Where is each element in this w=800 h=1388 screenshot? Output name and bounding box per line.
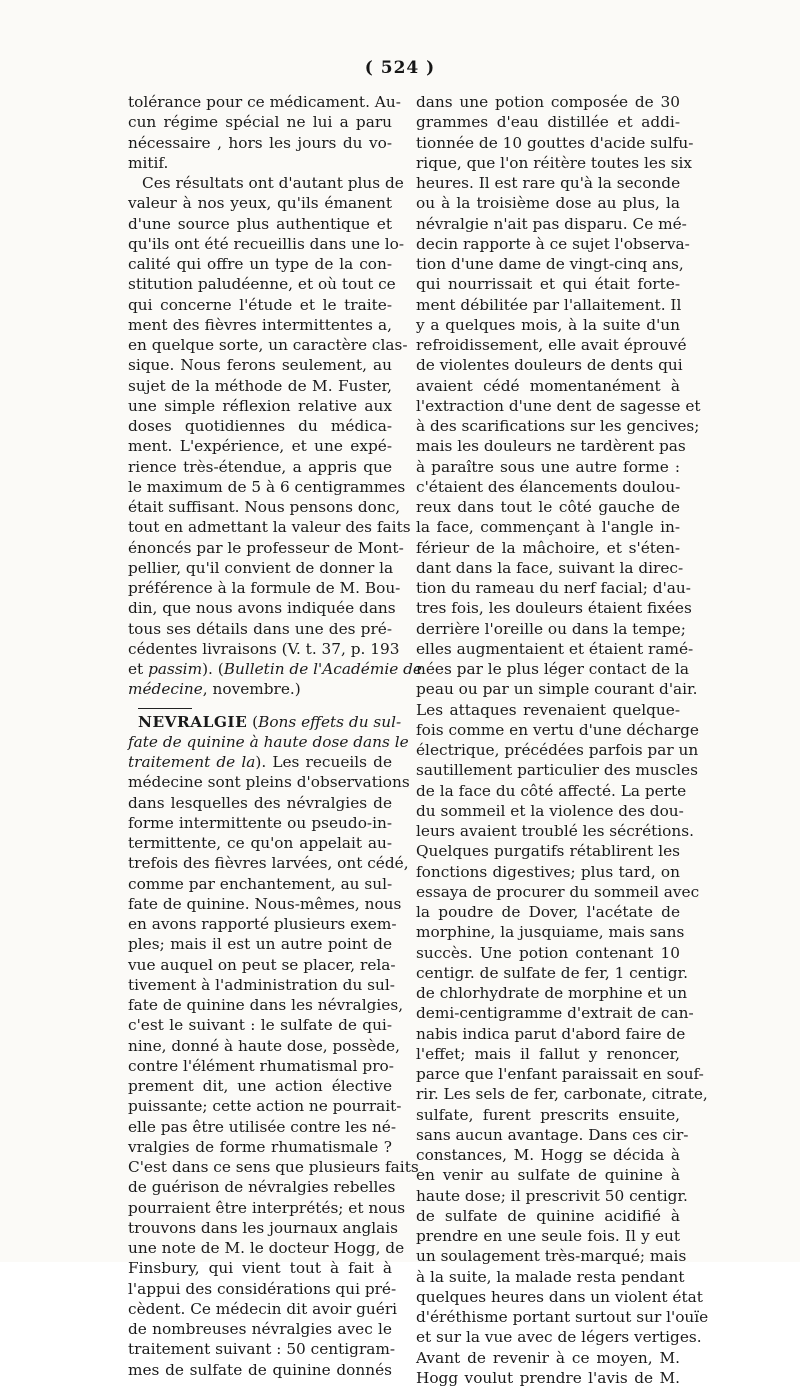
text-line: en avons rapporté plusieurs exem-: [128, 915, 397, 933]
text-line: prement dit, une action élective: [128, 1077, 392, 1095]
text-line: morphine, la jusquiame, mais sans: [416, 923, 685, 942]
text-line: parce que l'enfant paraissait en souf-: [416, 1065, 704, 1083]
text-line: à paraître sous une autre forme :: [416, 457, 680, 476]
text-line: l'extraction d'une dent de sagesse et: [416, 396, 701, 415]
text-line: cèdent. Ce médecin dit avoir guéri: [128, 1299, 398, 1318]
text-line: le maximum de 5 à 6 centigrammes: [128, 477, 406, 496]
text-line: l'effet; mais il fallut y renoncer,: [416, 1044, 680, 1063]
text-line: prendre en une seule fois. Il y eut: [416, 1227, 680, 1245]
text-line: sulfate, furent prescrits ensuite,: [416, 1105, 680, 1124]
text-line: tivement à l'administration du sul-: [128, 975, 395, 994]
text-line: puissante; cette action ne pourrait-: [128, 1097, 402, 1116]
text-line: énoncés par le professeur de Mont-: [128, 538, 404, 557]
paragraph-end-previous: [128, 92, 401, 173]
text-line: Quelques purgatifs rétablirent les: [416, 842, 680, 861]
text-line: une simple réflexion relative aux: [128, 396, 392, 415]
text-line: Hogg voulut prendre l'avis de M.: [416, 1368, 680, 1387]
text-line: de guérison de névralgies rebelles: [128, 1178, 396, 1197]
text-line: qu'ils ont été recueillis dans une lo-: [128, 234, 405, 253]
text-line: névralgie n'ait pas disparu. Ce mé-: [416, 214, 687, 233]
left-column: [128, 92, 422, 1380]
text-line: C'est dans ce sens que plusieurs faits: [128, 1158, 419, 1176]
text-line: un soulagement très-marqué; mais: [416, 1247, 687, 1266]
text-line: de la face du côté affecté. La perte: [416, 781, 687, 800]
text-line: une note de M. le docteur Hogg, de: [128, 1239, 405, 1257]
text-line: mitif.: [128, 153, 169, 172]
text-line: nine, donné à haute dose, possède,: [128, 1036, 400, 1055]
text-line: ment débilitée par l'allaitement. Il: [416, 295, 682, 314]
text-line: tous ses détails dans une des pré-: [128, 619, 392, 638]
text-line: tout en admettant la valeur des faits: [128, 518, 411, 537]
text-line: nécessaire , hors les jours du vo-: [128, 133, 392, 152]
text-line: fate de quinine dans les névralgies,: [128, 996, 404, 1014]
text-line: Avant de revenir à ce moyen, M.: [416, 1348, 680, 1367]
text-line: din, que nous avons indiquée dans: [128, 599, 396, 618]
section-heading-line-1: NEVRALGIE (Bons effets du sul-: [138, 712, 402, 731]
text-line: la poudre de Dover, l'acétate de: [416, 903, 680, 921]
text-line: tion du rameau du nerf facial; d'au-: [416, 579, 691, 597]
text-line: traitement suivant : 50 centigram-: [128, 1340, 396, 1359]
text-line: grammes d'eau distillée et addi-: [416, 113, 680, 132]
text-line: elle pas être utilisée contre les né-: [128, 1117, 397, 1136]
text-line: calité qui offre un type de la con-: [128, 255, 392, 273]
text-line: peau ou par un simple courant d'air.: [416, 680, 698, 699]
text-line: stitution paludéenne, et où tout ce: [128, 275, 396, 294]
text-line: tolérance pour ce médicament. Au-: [128, 93, 401, 111]
text-line: c'est le suivant : le sulfate de qui-: [128, 1016, 392, 1035]
text-line: Finsbury, qui vient tout à fait à: [128, 1259, 392, 1278]
text-line: succès. Une potion contenant 10: [416, 943, 680, 962]
text-line: dans une potion composée de 30: [416, 93, 680, 111]
text-line: demi-centigramme d'extrait de can-: [416, 1004, 694, 1023]
text-line: qui concerne l'étude et le traite-: [128, 295, 392, 314]
text-line: cun régime spécial ne lui a paru: [128, 113, 392, 132]
text-line: sique. Nous ferons seulement, au: [128, 356, 392, 375]
text-line: dans lesquelles des névralgies de: [128, 793, 392, 812]
text-line: fois comme en vertu d'une décharge: [416, 720, 699, 739]
text-line: ples; mais il est un autre point de: [128, 935, 392, 954]
text-line: Ces résultats ont d'autant plus de: [142, 174, 404, 192]
text-line: y a quelques mois, à la suite d'un: [416, 315, 680, 334]
text-line: nées par le plus léger contact de la: [416, 660, 689, 678]
paragraph-nevralgie: [128, 772, 419, 1380]
text-line: d'une source plus authentique et: [128, 214, 392, 233]
text-line: tionnée de 10 gouttes d'acide sulfu-: [416, 133, 694, 152]
section-heading: NEVRALGIE: [138, 712, 248, 731]
section-heading-line-2: fate de quinine à haute dose dans le: [128, 732, 409, 751]
page-number: ( 524 ): [364, 58, 436, 78]
text-line: rir. Les sels de fer, carbonate, citrate,: [416, 1085, 708, 1104]
text-line: électrique, précédées parfois par un: [416, 741, 699, 759]
text-line: fate de quinine. Nous-mêmes, nous: [128, 894, 402, 913]
text-line: férieur de la mâchoire, et s'éten-: [416, 538, 680, 557]
text-line: refroidissement, elle avait éprouvé: [416, 336, 687, 354]
text-line: c'étaient des élancements doulou-: [416, 477, 681, 496]
text-line: forme intermittente ou pseudo-in-: [128, 813, 392, 832]
text-line: en venir au sulfate de quinine à: [416, 1166, 680, 1185]
text-line: ou à la troisième dose au plus, la: [416, 194, 680, 213]
text-line: leurs avaient troublé les sécrétions.: [416, 822, 694, 840]
paragraph-results-final-line: médecine, novembre.): [128, 680, 301, 699]
text-line: sautillement particulier des muscles: [416, 761, 698, 780]
text-line: termittente, ce qu'on appelait au-: [128, 834, 392, 852]
text-line: nabis indica parut d'abord faire de: [416, 1024, 686, 1043]
text-line: de nombreuses névralgies avec le: [128, 1320, 392, 1338]
text-line: et sur la vue avec de légers vertiges.: [416, 1328, 702, 1347]
text-line: en quelque sorte, un caractère clas-: [128, 336, 408, 354]
text-line: médecine sont pleins d'observations: [128, 773, 410, 792]
text-line: reux dans tout le côté gauche de: [416, 498, 680, 516]
text-line: contre l'élément rhumatismal pro-: [128, 1056, 394, 1075]
text-line: à la suite, la malade resta pendant: [416, 1267, 685, 1286]
text-line: doses quotidiennes du médica-: [128, 417, 392, 435]
text-line: dant dans la face, suivant la direc-: [416, 558, 684, 577]
text-line: rique, que l'on réitère toutes les six: [416, 153, 693, 172]
section-divider: [138, 708, 192, 709]
text-line: de chlorhydrate de morphine et un: [416, 984, 688, 1002]
text-line: vralgies de forme rhumatismale ?: [128, 1137, 392, 1156]
text-line: pellier, qu'il convient de donner la: [128, 558, 394, 577]
text-line: la face, commençant à l'angle in-: [416, 518, 680, 537]
section-heading-line-3: traitement de la). Les recueils de: [128, 753, 393, 771]
text-line: Les attaques revenaient quelque-: [416, 700, 680, 719]
text-line: sujet de la méthode de M. Fuster,: [128, 376, 392, 395]
text-line: avaient cédé momentanément à: [416, 376, 680, 395]
text-line: de violentes douleurs de dents qui: [416, 356, 683, 375]
text-line: cédentes livraisons (V. t. 37, p. 193: [128, 639, 400, 658]
text-line: centigr. de sulfate de fer, 1 centigr.: [416, 963, 688, 982]
text-line: était suffisant. Nous pensons donc,: [128, 498, 401, 516]
text-line: elles augmentaient et étaient ramé-: [416, 639, 694, 658]
text-line: ment. L'expérience, et une expé-: [128, 437, 392, 456]
text-line: sans aucun avantage. Dans ces cir-: [416, 1125, 689, 1144]
text-line: de sulfate de quinine acidifié à: [416, 1206, 680, 1225]
text-line: essaya de procurer du sommeil avec: [416, 882, 700, 901]
text-line: l'appui des considérations qui pré-: [128, 1279, 397, 1298]
text-line: ment des fièvres intermittentes a,: [128, 315, 392, 334]
text-line: vue auquel on peut se placer, rela-: [128, 955, 396, 974]
text-line: valeur à nos yeux, qu'ils émanent: [128, 194, 392, 213]
text-line: derrière l'oreille ou dans la tempe;: [416, 619, 686, 638]
text-line: haute dose; il prescrivit 50 centigr.: [416, 1186, 688, 1205]
text-line: decin rapporte à ce sujet l'observa-: [416, 234, 690, 253]
right-column: [416, 92, 709, 1388]
text-line: du sommeil et la violence des dou-: [416, 801, 684, 820]
text-line: quelques heures dans un violent état: [416, 1287, 703, 1306]
text-line: d'éréthisme portant surtout sur l'ouïe: [416, 1308, 709, 1326]
text-line: trefois des fièvres larvées, ont cédé,: [128, 854, 409, 873]
text-line: tres fois, les douleurs étaient fixées: [416, 599, 692, 618]
paragraph-results-citation-line: et passim). (Bulletin de l'Académie de: [128, 660, 422, 678]
text-line: tion d'une dame de vingt-cinq ans,: [416, 255, 684, 273]
text-line: à des scarifications sur les gencives;: [416, 417, 700, 435]
text-line: trouvons dans les journaux anglais: [128, 1218, 399, 1237]
text-line: comme par enchantement, au sul-: [128, 874, 393, 893]
text-line: rience très-étendue, a appris que: [128, 457, 392, 476]
text-line: préférence à la formule de M. Bou-: [128, 579, 401, 597]
text-line: mais les douleurs ne tardèrent pas: [416, 437, 686, 456]
text-line: heures. Il est rare qu'à la seconde: [416, 174, 681, 192]
text-line: constances, M. Hogg se décida à: [416, 1146, 680, 1164]
text-line: qui nourrissait et qui était forte-: [416, 275, 680, 294]
paragraph-results: [128, 173, 411, 659]
text-line: fonctions digestives; plus tard, on: [416, 862, 680, 881]
text-line: mes de sulfate de quinine donnés: [128, 1360, 392, 1379]
text-line: pourraient être interprétés; et nous: [128, 1198, 406, 1217]
